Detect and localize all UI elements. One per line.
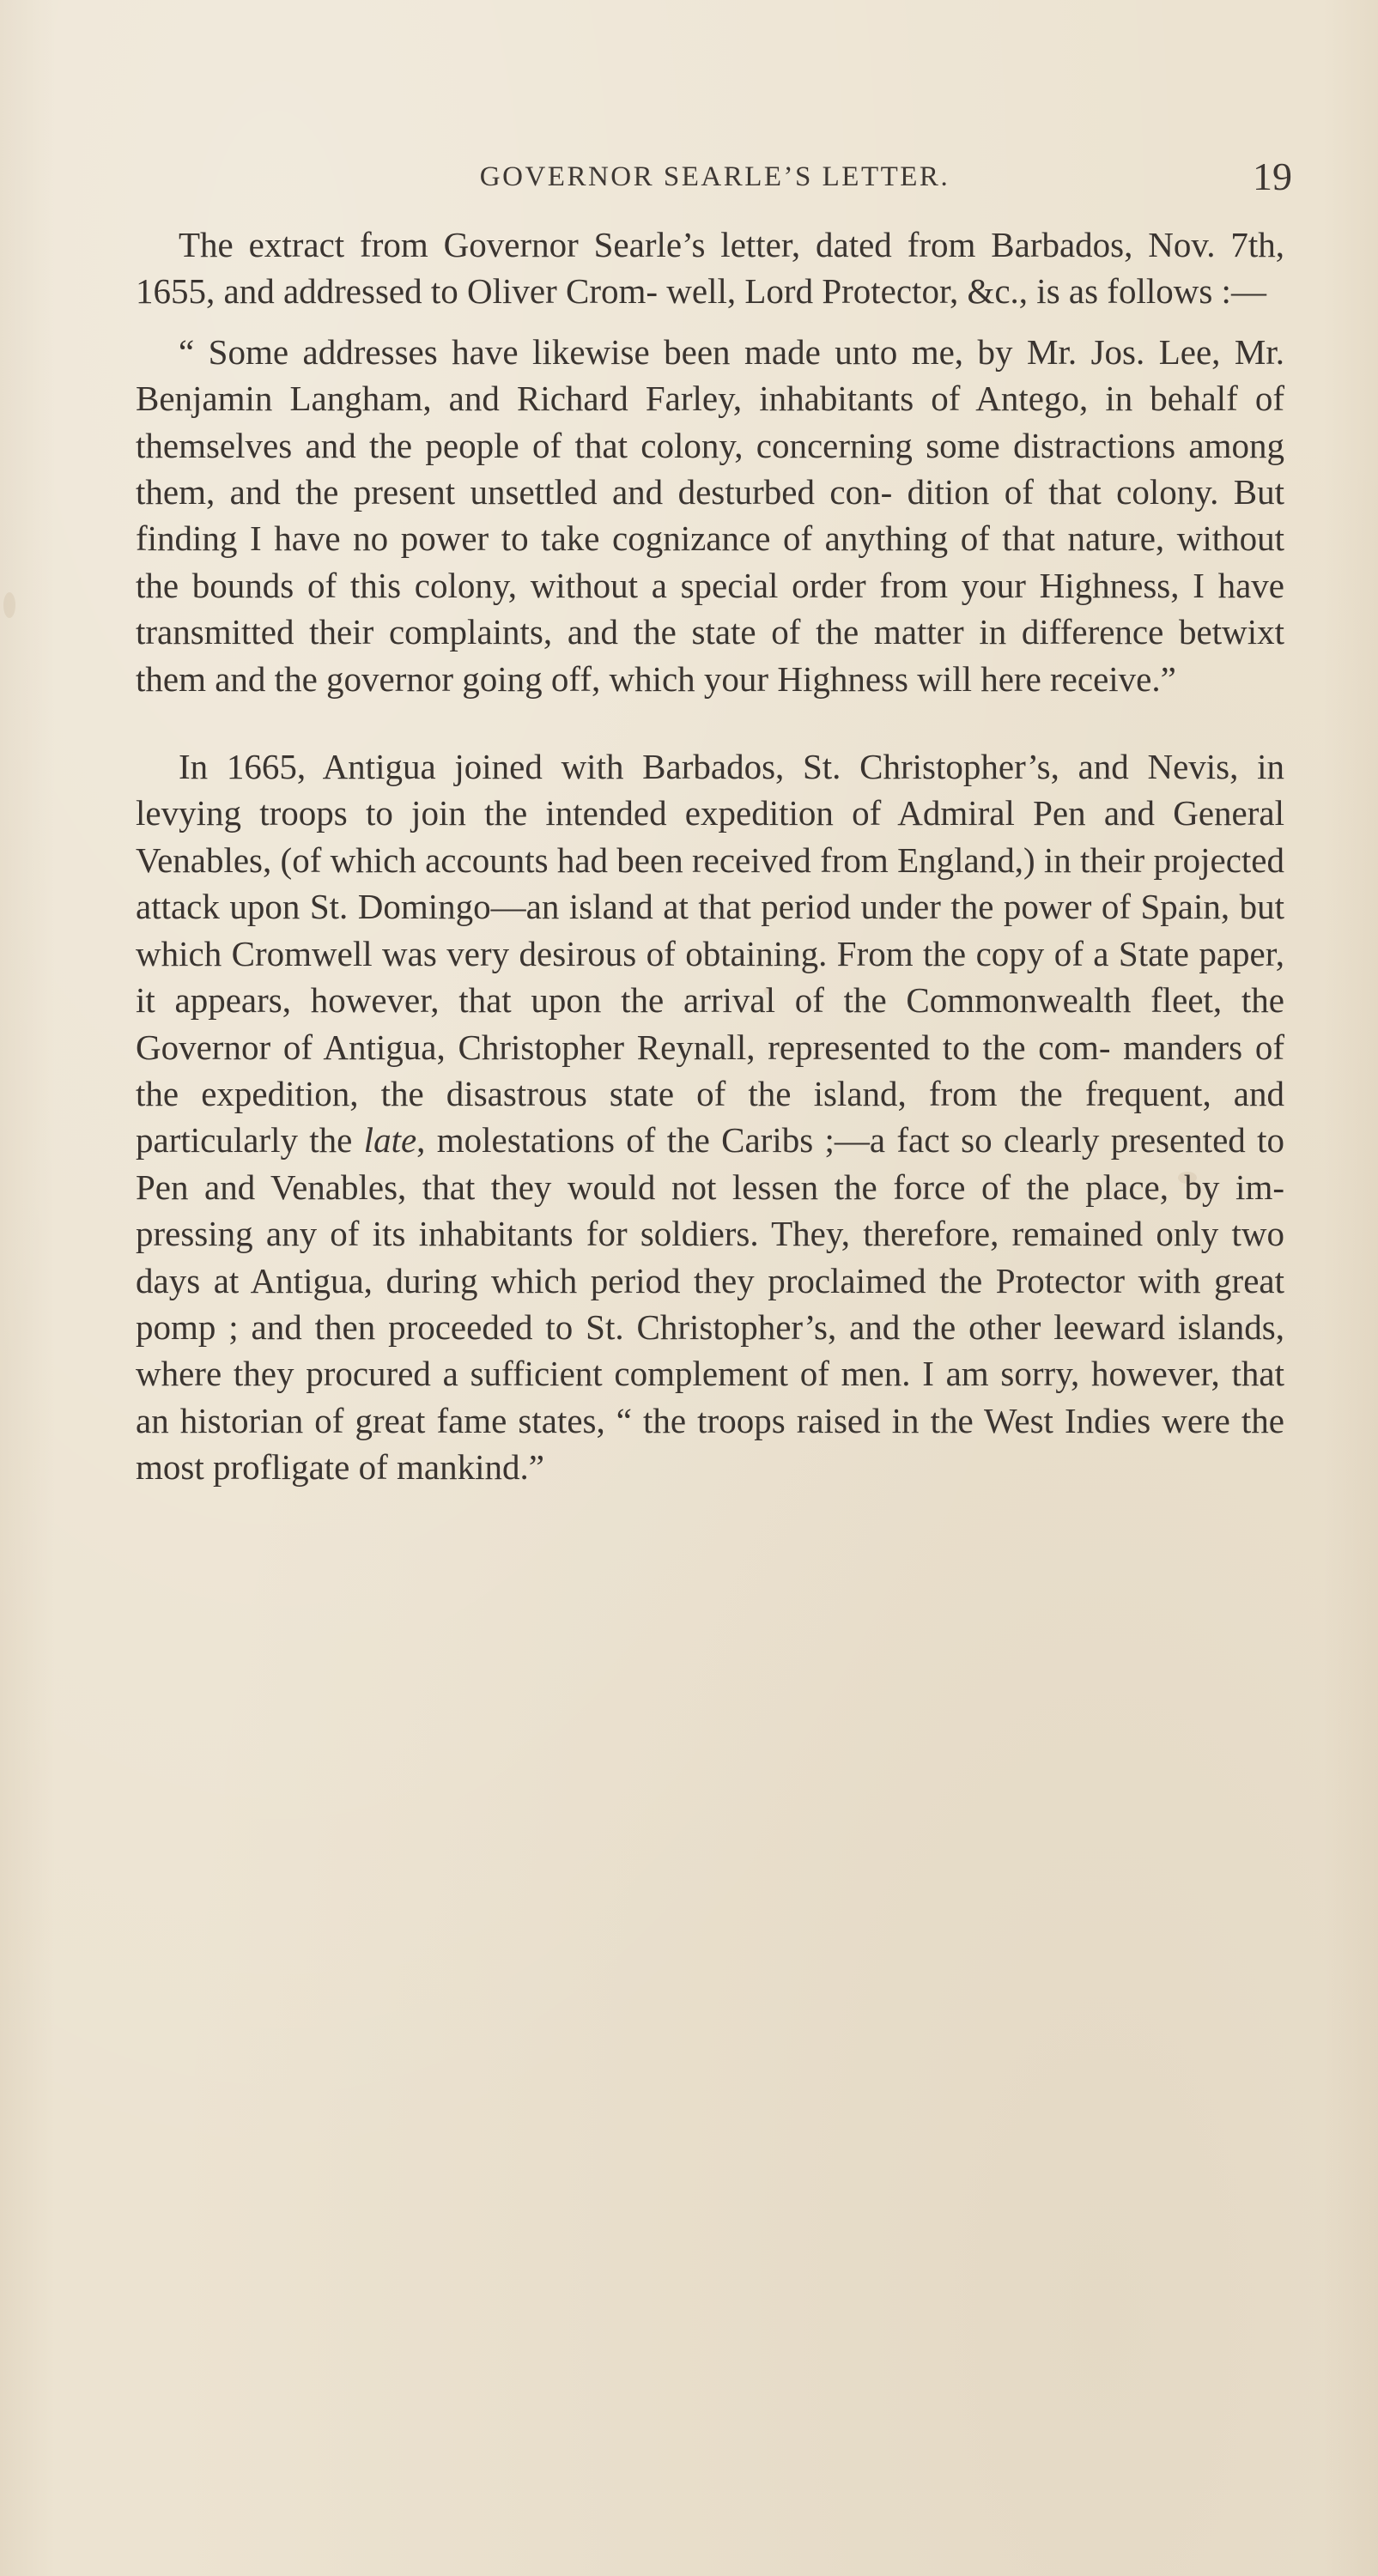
paragraph-intro: The extract from Governor Searle’s letter, dated from Barbados, Nov. 7th, 1655, and addressed to Oliver Crom- well, Lord Protector, &c., is as follows :— [136,225,1284,312]
history-text-part-1: In 1665, Antigua joined with Barbados, St. Christopher’s, and Nevis, in levying troops to join the intended expedition of Admiral Pen and General Venables, (of which accounts had been received from England,) in their projected attack upon St. Domingo—an island at that period under the power of Spain, but which Cromwell was very desirous of obtaining. From the copy of a State paper, it appears, however, that upon the arrival of the Commonwealth fleet, the Governor of Antigua, Christopher Reynall, represented to the com- manders of the expedition, the disastrous state of the island, from the frequent, and particularly the [136,747,1284,1161]
page-number: 19 [1253,155,1292,198]
body-text [136,221,1284,1491]
italic-word-late: late [363,1120,417,1161]
history-text-part-2: , molestations of the Caribs ;—a fact so clearly presented to Pen and Venables, that they would not lessen the force of the place, by im- pressing any of its inhabitants for soldiers. They, therefore, remained only two days at Antigua, during which period they proclaimed the Protector with great pomp ; and then proceeded to St. Christopher’s, and the other leeward islands, where they procured a sufficient complement of men. I am sorry, however, that an historian of great fame states, “ the troops raised in the West Indies were the most profligate of mankind.” [136,1120,1284,1488]
paper-blemish [3,592,15,618]
paragraph-searle-quote: “ Some addresses have likewise been made unto me, by Mr. Jos. Lee, Mr. Benjamin Langham, and Richard Farley, inhabitants of Antego, in behalf of themselves and the people of that colony, concerning some distractions among them, and the present unsettled and desturbed con- dition of that colony. But finding I have no power to take cognizance of anything of that nature, without the bounds of this colony, without a special order from your Highness, I have transmitted their complaints, and the state of the matter in difference betwixt them and the governor going off, which your Highness will here receive.” [136,331,1284,699]
running-title: GOVERNOR SEARLE’S LETTER. [479,161,950,192]
paragraph-history [136,743,1284,1491]
running-head [137,151,1292,203]
